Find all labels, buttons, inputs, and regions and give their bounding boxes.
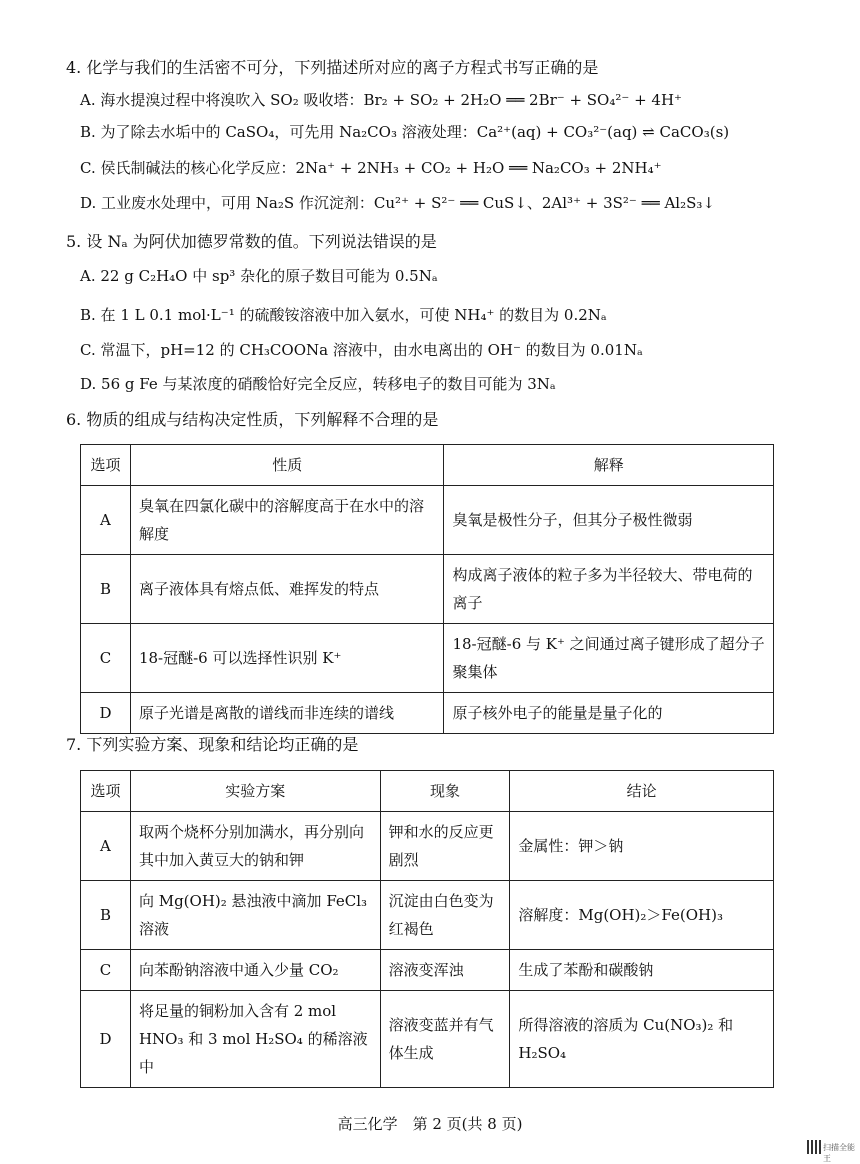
question-5-stem: 5. 设 Nₐ 为阿伏加德罗常数的值。下列说法错误的是 [66, 232, 437, 251]
cell-option: D [81, 991, 131, 1088]
cell-conclusion: 所得溶液的溶质为 Cu(NO₃)₂ 和 H₂SO₄ [510, 991, 774, 1088]
cell-property: 离子液体具有熔点低、难挥发的特点 [130, 555, 444, 624]
table-row [81, 624, 774, 693]
cell-explanation: 构成离子液体的粒子多为半径较大、带电荷的离子 [444, 555, 774, 624]
question-5-option-b: B. 在 1 L 0.1 mol·L⁻¹ 的硫酸铵溶液中加入氨水，可使 NH₄⁺ 的数目为 0.2Nₐ [80, 306, 607, 324]
header-conclusion: 结论 [510, 771, 774, 812]
cell-phenomenon: 钾和水的反应更剧烈 [380, 812, 510, 881]
table-header-row [81, 771, 774, 812]
header-option: 选项 [81, 445, 131, 486]
question-7-stem: 7. 下列实验方案、现象和结论均正确的是 [66, 735, 359, 754]
table-row [81, 950, 774, 991]
cell-option: A [81, 812, 131, 881]
header-option: 选项 [81, 771, 131, 812]
cell-property: 原子光谱是离散的谱线而非连续的谱线 [130, 693, 444, 734]
question-6-stem: 6. 物质的组成与结构决定性质，下列解释不合理的是 [66, 410, 439, 429]
cell-option: C [81, 624, 131, 693]
cell-explanation: 18-冠醚-6 与 K⁺ 之间通过离子键形成了超分子聚集体 [444, 624, 774, 693]
header-explanation: 解释 [444, 445, 774, 486]
question-5-option-c: C. 常温下，pH=12 的 CH₃COONa 溶液中，由水电离出的 OH⁻ 的数目为 0.01Nₐ [80, 341, 643, 359]
scanner-watermark: 扫描全能王 [823, 1143, 855, 1163]
qr-code-icon [807, 1140, 821, 1154]
cell-option: D [81, 693, 131, 734]
header-plan: 实验方案 [130, 771, 380, 812]
cell-option: A [81, 486, 131, 555]
cell-conclusion: 溶解度：Mg(OH)₂＞Fe(OH)₃ [510, 881, 774, 950]
cell-explanation: 臭氧是极性分子，但其分子极性微弱 [444, 486, 774, 555]
table-row [81, 812, 774, 881]
table-row [81, 991, 774, 1088]
cell-phenomenon: 溶液变浑浊 [380, 950, 510, 991]
cell-option: B [81, 881, 131, 950]
cell-plan: 向苯酚钠溶液中通入少量 CO₂ [130, 950, 380, 991]
table-row [81, 881, 774, 950]
cell-explanation: 原子核外电子的能量是量子化的 [444, 693, 774, 734]
page-footer: 高三化学 第 2 页(共 8 页) [337, 1115, 523, 1133]
question-4-option-c: C. 侯氏制碱法的核心化学反应：2Na⁺ + 2NH₃ + CO₂ + H₂O ══ Na₂CO₃ + 2NH₄⁺ [80, 159, 662, 177]
header-property: 性质 [130, 445, 444, 486]
cell-option: B [81, 555, 131, 624]
table-row [81, 693, 774, 734]
question-4-option-b: B. 为了除去水垢中的 CaSO₄，可先用 Na₂CO₃ 溶液处理：Ca²⁺(aq) + CO₃²⁻(aq) ⇌ CaCO₃(s) [80, 123, 730, 141]
question-4-stem: 4. 化学与我们的生活密不可分，下列描述所对应的离子方程式书写正确的是 [66, 58, 599, 77]
question-6-table [80, 444, 774, 734]
cell-property: 臭氧在四氯化碳中的溶解度高于在水中的溶解度 [130, 486, 444, 555]
cell-plan: 将足量的铜粉加入含有 2 mol HNO₃ 和 3 mol H₂SO₄ 的稀溶液中 [130, 991, 380, 1088]
table-row [81, 555, 774, 624]
cell-conclusion: 金属性：钾＞钠 [510, 812, 774, 881]
table-row [81, 486, 774, 555]
question-4-option-d: D. 工业废水处理中，可用 Na₂S 作沉淀剂：Cu²⁺ + S²⁻ ══ CuS↓、2Al³⁺ + 3S²⁻ ══ Al₂S₃↓ [80, 194, 715, 212]
header-phenomenon: 现象 [380, 771, 510, 812]
cell-conclusion: 生成了苯酚和碳酸钠 [510, 950, 774, 991]
cell-property: 18-冠醚-6 可以选择性识别 K⁺ [130, 624, 444, 693]
cell-plan: 取两个烧杯分别加满水，再分别向其中加入黄豆大的钠和钾 [130, 812, 380, 881]
question-5-option-d: D. 56 g Fe 与某浓度的硝酸恰好完全反应，转移电子的数目可能为 3Nₐ [80, 375, 556, 393]
cell-option: C [81, 950, 131, 991]
cell-phenomenon: 溶液变蓝并有气体生成 [380, 991, 510, 1088]
table-header-row [81, 445, 774, 486]
question-4-option-a: A. 海水提溴过程中将溴吹入 SO₂ 吸收塔：Br₂ + SO₂ + 2H₂O ══ 2Br⁻ + SO₄²⁻ + 4H⁺ [80, 91, 682, 109]
cell-phenomenon: 沉淀由白色变为红褐色 [380, 881, 510, 950]
question-5-option-a: A. 22 g C₂H₄O 中 sp³ 杂化的原子数目可能为 0.5Nₐ [80, 267, 438, 285]
question-7-table [80, 770, 774, 1088]
cell-plan: 向 Mg(OH)₂ 悬浊液中滴加 FeCl₃ 溶液 [130, 881, 380, 950]
